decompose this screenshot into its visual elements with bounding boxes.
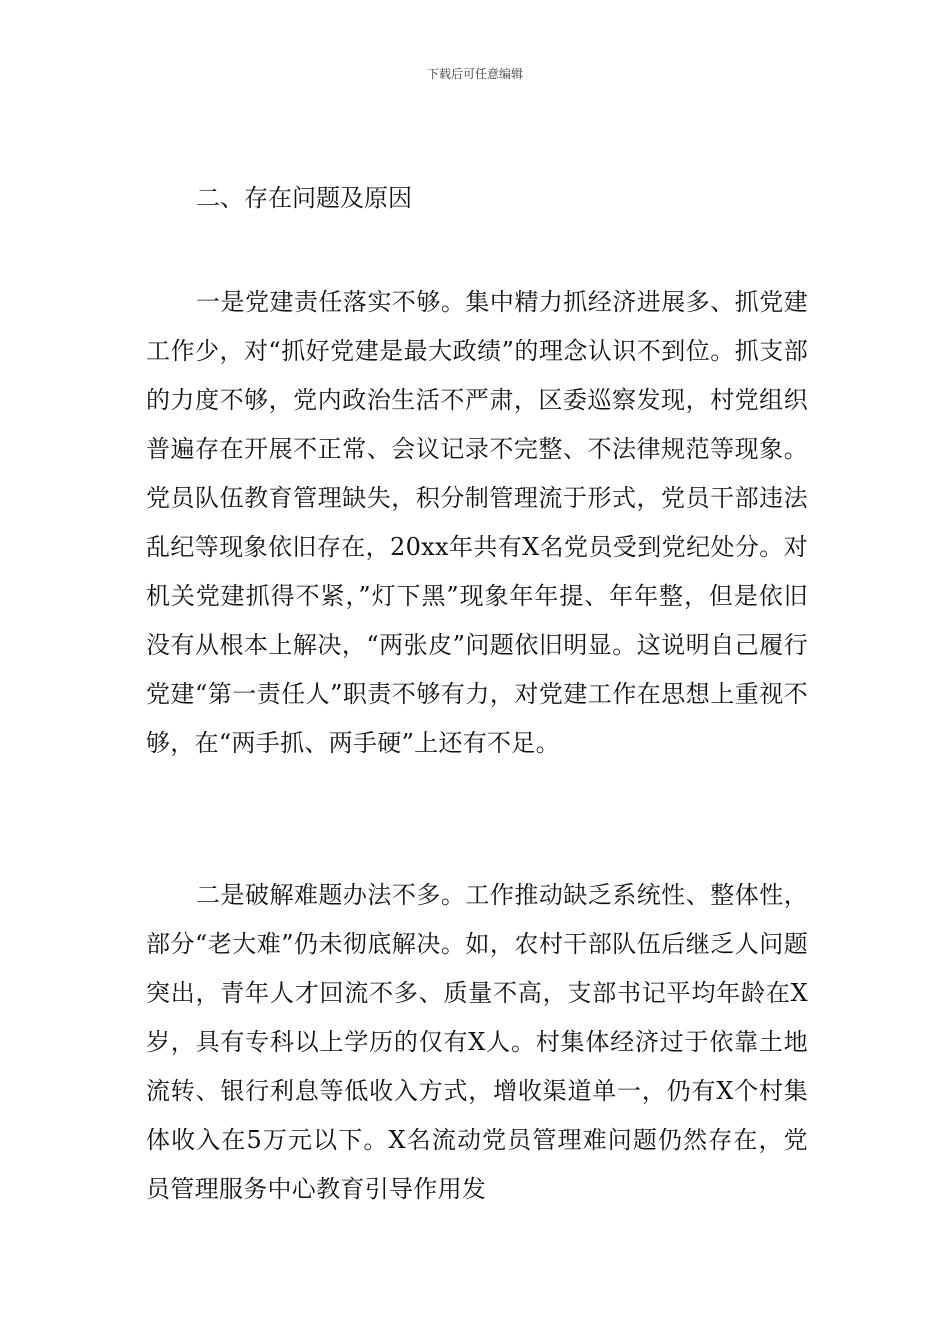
paragraph-problem-solving-methods: 二是破解难题办法不多。工作推动缺乏系统性、整体性，部分“老大难”仍未彻底解决。如，农村干部队伍后继乏人问题突出，青年人才回流不多、质量不高，支部书记平均年龄在X岁，具有专科以上学历的仅有X人。村集体经济过于依靠土地流转、银行利息等低收入方式，增收渠道单一，仍有X个村集体收入在5万元以下。X名流动党员管理难问题仍然存在，党员管理服务中心教育引导作用发 [146,881,808,1203]
section-heading: 二、存在问题及原因 [196,184,412,212]
page-header: 下载后可任意编辑 [426,67,523,81]
paragraph-party-building-responsibility: 一是党建责任落实不够。集中精力抓经济进展多、抓党建工作少，对“抓好党建是最大政绩”的理念认识不到位。抓支部的力度不够，党内政治生活不严肃，区委巡察发现，村党组织普遍存在开展不正常、会议记录不完整、不法律规范等现象。党员队伍教育管理缺失，积分制管理流于形式，党员干部违法乱纪等现象依旧存在，20xx年共有X名党员受到党纪处分。对机关党建抓得不紧，”灯下黑”现象年年提、年年整，但是依旧没有从根本上解决，“两张皮”问题依旧明显。这说明自己履行党建“第一责任人”职责不够有力，对党建工作在思想上重视不够，在“两手抓、两手硬”上还有不足。 [146,288,808,757]
